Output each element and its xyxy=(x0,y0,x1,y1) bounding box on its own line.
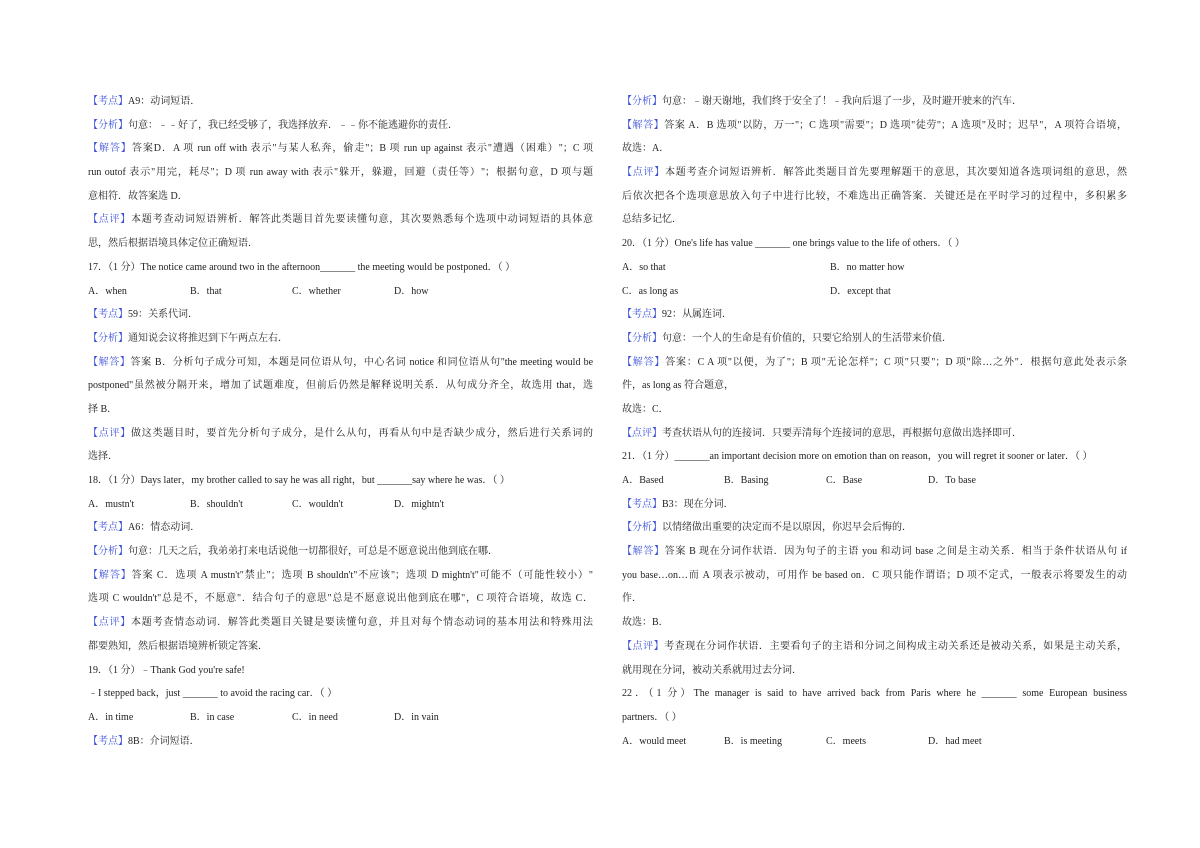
explanation-text: 本题考查介词短语辨析．解答此类题目首先要理解题干的意思，其次要知道各选项词组的意思，然 xyxy=(665,167,1127,179)
explanation-line xyxy=(622,114,1127,138)
explanation-line xyxy=(88,232,593,256)
right-column xyxy=(622,90,1127,753)
answer-options xyxy=(622,730,1127,754)
question-line: 18．（1 分）Days later，my brother called to say he was all right，but _______say where he was．（ ） xyxy=(88,475,510,486)
option-b: B．Basing xyxy=(724,475,769,486)
section-tag: 【解答】 xyxy=(88,143,132,155)
option-a: A．Based xyxy=(622,475,664,486)
question-line: 21．（1 分）_______an important decision more on emotion than on reason，you will regret it sooner or later．（ ） xyxy=(622,451,1093,463)
explanation-line xyxy=(88,185,593,209)
section-tag: 【考点】 xyxy=(622,309,662,321)
explanation-line xyxy=(622,659,1127,683)
explanation-text: 后依次把各个选项意思放入句子中进行比较，不难选出正确答案．关键还是在平时学习的过程中，多积累多 xyxy=(622,190,1127,202)
explanation-text: 考查现在分词作状语．主要看句子的主语和分词之间构成主动关系还是被动关系，如果是主动关系， xyxy=(664,640,1127,652)
question-line: 17．（1 分）The notice came around two in the afternoon_______ the meeting would be postponed．（ ） xyxy=(88,261,516,273)
question-text xyxy=(622,232,1127,256)
explanation-text: 答案 A．B 选项"以防，万一"；C 选项"需要"；D 选项"徒劳"；A 选项"及时；迟早"，A 项符合语境， xyxy=(664,119,1127,131)
explanation-text: 句意：一个人的生命是有价值的，只要它给别人的生活带来价值． xyxy=(662,332,952,344)
left-column xyxy=(88,90,593,753)
section-tag: 【分析】 xyxy=(622,522,662,534)
option-b: B．shouldn't xyxy=(190,498,243,510)
question-text xyxy=(88,659,593,683)
section-tag: 【点评】 xyxy=(622,167,666,179)
explanation-line xyxy=(88,351,593,375)
section-tag: 【点评】 xyxy=(88,617,132,629)
option-b: D．except that xyxy=(830,285,891,297)
section-tag: 【解答】 xyxy=(622,356,666,368)
option-c: C．meets xyxy=(826,735,866,747)
explanation-line xyxy=(622,516,1127,540)
explanation-text: 92：从属连词． xyxy=(662,309,732,321)
explanation-text: A6：情态动词． xyxy=(128,522,201,534)
explanation-text: B3：现在分词． xyxy=(662,498,734,510)
section-tag: 【解答】 xyxy=(622,546,665,558)
explanation-line xyxy=(88,422,593,446)
explanation-line xyxy=(88,730,593,754)
section-tag: 【分析】 xyxy=(88,119,128,131)
answer-options xyxy=(88,706,593,730)
question-line: 20．（1 分）One's life has value _______ one brings value to the life of others．（ ） xyxy=(622,238,965,250)
explanation-text: 故选：A． xyxy=(622,143,670,155)
explanation-line xyxy=(622,398,1127,422)
section-tag: 【考点】 xyxy=(88,735,128,747)
explanation-line xyxy=(88,137,593,161)
explanation-text: 择 B． xyxy=(88,403,118,415)
explanation-line xyxy=(88,161,593,185)
explanation-line xyxy=(622,564,1127,588)
explanation-text: 件，as long as 符合题意， xyxy=(622,380,734,392)
explanation-line xyxy=(622,303,1127,327)
explanation-text: postponed"虽然被分隔开来，增加了试题难度，但前后仍然是解释说明关系．从句成分齐全，故选用 that，选 xyxy=(88,380,593,392)
explanation-text: you base…on…而 A 项表示被动，可用作 be based on．C 项只能作谓语；D 项不定式，一般表示将要发生的动 xyxy=(622,569,1127,581)
explanation-text: A9：动词短语． xyxy=(128,96,201,107)
section-tag: 【考点】 xyxy=(88,309,128,321)
option-d: D．mightn't xyxy=(394,498,445,510)
explanation-line xyxy=(88,611,593,635)
explanation-line xyxy=(88,587,593,611)
explanation-text: 8B：介词短语． xyxy=(128,735,200,747)
section-tag: 【分析】 xyxy=(88,546,128,558)
option-a: A．mustn't xyxy=(88,498,135,510)
explanation-line xyxy=(88,635,593,659)
question-text xyxy=(622,706,1127,730)
explanation-text: 句意：几天之后，我弟弟打来电话说他一切都很好，可总是不愿意说出他到底在哪． xyxy=(128,546,498,558)
option-d: D．To base xyxy=(928,475,976,486)
explanation-line xyxy=(622,374,1127,398)
option-a: A．so that xyxy=(622,261,666,273)
section-tag: 【考点】 xyxy=(622,498,662,510)
question-text xyxy=(88,469,593,493)
explanation-line xyxy=(622,208,1127,232)
section-tag: 【解答】 xyxy=(88,569,132,581)
explanation-line xyxy=(622,161,1127,185)
explanation-text: 思，然后根据语境具体定位正确短语． xyxy=(88,238,258,250)
explanation-line xyxy=(88,516,593,540)
question-line: 22．（1 分）The manager is said to have arrived back from Paris where he _______ some European business xyxy=(622,688,1127,700)
question-line: ﹣I stepped back，just _______ to avoid the racing car．（ ） xyxy=(88,688,338,700)
section-tag: 【分析】 xyxy=(88,332,128,344)
explanation-line xyxy=(88,445,593,469)
question-text xyxy=(88,256,593,280)
option-c: C．Base xyxy=(826,475,863,486)
section-tag: 【解答】 xyxy=(88,356,131,368)
option-d: D．had meet xyxy=(928,735,982,747)
explanation-text: 答案D．A 项 run off with 表示"与某人私奔，偷走"；B 项 run up against 表示"遭遇（困难）"；C 项 xyxy=(131,143,593,155)
explanation-line xyxy=(622,185,1127,209)
question-line: partners．（ ） xyxy=(622,711,682,723)
section-tag: 【点评】 xyxy=(622,427,662,439)
explanation-text: 都要熟知，然后根据语境辨析锁定答案． xyxy=(88,640,268,652)
section-tag: 【分析】 xyxy=(622,332,662,344)
explanation-line xyxy=(622,611,1127,635)
explanation-line xyxy=(88,114,593,138)
option-b: B．is meeting xyxy=(724,735,783,747)
explanation-text: 选择． xyxy=(88,451,118,463)
question-text xyxy=(622,682,1127,706)
explanation-text: 总结多记忆． xyxy=(622,214,682,226)
option-a: A．when xyxy=(88,285,127,297)
explanation-line xyxy=(88,540,593,564)
answer-options xyxy=(622,280,1127,304)
option-b: B．in case xyxy=(190,711,235,723)
section-tag: 【点评】 xyxy=(622,640,665,652)
explanation-line xyxy=(88,398,593,422)
explanation-line xyxy=(88,327,593,351)
explanation-line xyxy=(622,422,1127,446)
explanation-text: 答案：C A 项"以便，为了"；B 项"无论怎样"；C 项"只要"；D 项"除…之外"．根据句意此处表示条 xyxy=(665,356,1127,368)
explanation-line xyxy=(622,90,1127,114)
explanation-line xyxy=(88,90,593,114)
explanation-text: 故选：B． xyxy=(622,617,669,629)
explanation-text: 答案 B 现在分词作状语．因为句子的主语 you 和动词 base 之间是主动关系．相当于条件状语从句 if xyxy=(664,546,1127,558)
explanation-text: 以情绪做出重要的决定而不是以原因，你迟早会后悔的． xyxy=(662,522,912,534)
explanation-text: 本题考查情态动词．解答此类题目关键是要读懂句意，并且对每个情态动词的基本用法和特殊用法 xyxy=(131,617,593,629)
question-text xyxy=(622,445,1127,469)
explanation-line xyxy=(622,540,1127,564)
explanation-line xyxy=(88,303,593,327)
section-tag: 【考点】 xyxy=(88,96,128,107)
explanation-text: 意相符．故答案选 D． xyxy=(88,190,188,202)
option-c: C．whether xyxy=(292,285,341,297)
option-b: B．no matter how xyxy=(830,261,905,273)
option-c: C．in need xyxy=(292,711,338,723)
explanation-text: 故选：C． xyxy=(622,403,669,415)
explanation-text: 做这类题目时，要首先分析句子成分，是什么从句，再看从句中是否缺少成分，然后进行关系词的 xyxy=(131,427,593,439)
explanation-line xyxy=(622,493,1127,517)
option-b: B．that xyxy=(190,285,222,297)
explanation-text: 作． xyxy=(622,593,642,605)
option-a: C．as long as xyxy=(622,285,679,297)
explanation-text: 就用现在分词，被动关系就用过去分词． xyxy=(622,664,802,676)
explanation-line xyxy=(88,374,593,398)
answer-options xyxy=(88,280,593,304)
explanation-text: 59：关系代词． xyxy=(128,309,198,321)
explanation-text: 句意：﹣﹣好了，我已经受够了，我选择放弃．﹣﹣你不能逃避你的责任． xyxy=(128,119,458,131)
explanation-line xyxy=(622,137,1127,161)
explanation-text: 考查状语从句的连接词．只要弄清每个连接词的意思，再根据句意做出选择即可． xyxy=(662,427,1022,439)
section-tag: 【点评】 xyxy=(88,214,132,226)
explanation-text: 句意：﹣谢天谢地，我们终于安全了！﹣我向后退了一步，及时避开驶来的汽车． xyxy=(662,96,1022,107)
section-tag: 【考点】 xyxy=(88,522,128,534)
answer-options xyxy=(622,256,1127,280)
explanation-line xyxy=(88,564,593,588)
explanation-text: 答案 C．选项 A mustn't"禁止"；选项 B shouldn't"不应该"；选项 D mightn't"可能不（可能性较小）" xyxy=(131,569,593,581)
section-tag: 【点评】 xyxy=(88,427,132,439)
question-line: 19．（1 分）﹣Thank God you're safe! xyxy=(88,664,245,676)
explanation-line xyxy=(622,635,1127,659)
option-a: A．in time xyxy=(88,711,134,723)
option-c: C．wouldn't xyxy=(292,498,344,510)
explanation-line xyxy=(622,327,1127,351)
explanation-text: 通知说会议将推迟到下午两点左右． xyxy=(128,332,288,344)
option-d: D．how xyxy=(394,285,429,297)
explanation-text: run outof 表示"用完，耗尽"；D 项 run away with 表示"躲开，躲避，回避（责任等）"；根据句意，D 项与题 xyxy=(88,167,593,179)
answer-options xyxy=(88,493,593,517)
answer-options xyxy=(622,469,1127,493)
explanation-text: 选项 C wouldn't"总是不，不愿意"．结合句子的意思"总是不愿意说出他到底在哪"，C 项符合语境，故选 C． xyxy=(88,593,593,605)
section-tag: 【分析】 xyxy=(622,96,662,107)
option-a: A．would meet xyxy=(622,735,687,747)
explanation-line xyxy=(622,351,1127,375)
explanation-text: 答案 B．分析句子成分可知，本题是同位语从句，中心名词 notice 和同位语从句"the meeting would be xyxy=(130,356,593,368)
section-tag: 【解答】 xyxy=(622,119,665,131)
explanation-text: 本题考查动词短语辨析．解答此类题目首先要读懂句意，其次要熟悉每个选项中动词短语的具体意 xyxy=(131,214,593,226)
explanation-line xyxy=(622,587,1127,611)
question-text xyxy=(88,682,593,706)
option-d: D．in vain xyxy=(394,711,439,723)
explanation-line xyxy=(88,208,593,232)
